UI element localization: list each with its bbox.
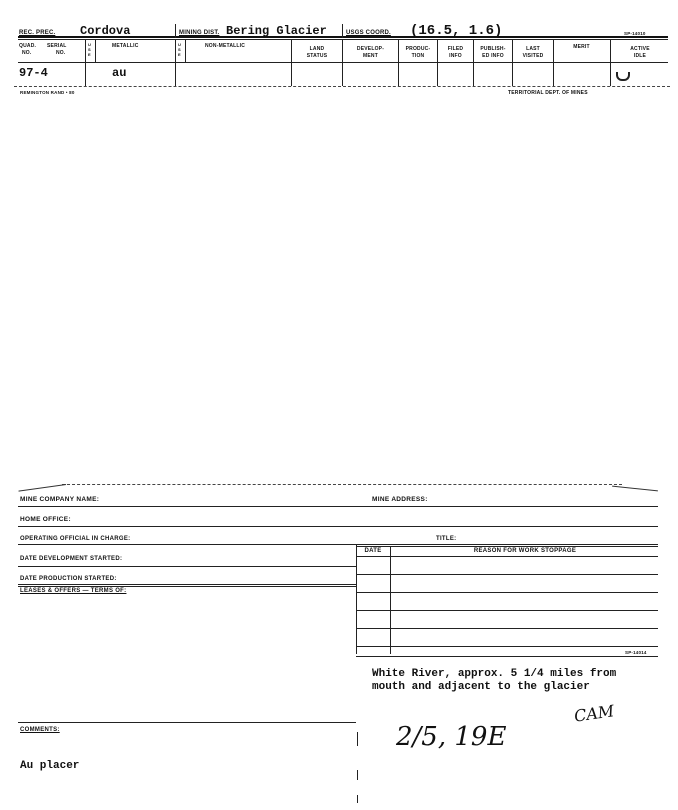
usgs-coord-label: USGS COORD. — [346, 30, 391, 36]
usgs-coord-value: (16.5, 1.6) — [410, 23, 503, 39]
col-use-1: USE — [88, 42, 92, 57]
col-visited: VISITED — [522, 53, 544, 59]
col-merit: MERIT — [573, 44, 590, 50]
leases-label: LEASES & OFFERS — TERMS OF: — [20, 588, 127, 594]
col-non-metallic: NON-METALLIC — [205, 43, 246, 49]
mining-district-label: MINING DIST. — [179, 30, 220, 36]
title-label: TITLE: — [436, 536, 457, 542]
col-active: ACTIVE — [630, 46, 650, 52]
mining-district-value: Bering Glacier — [226, 24, 327, 38]
col-status: STATUS — [306, 53, 328, 59]
rec-prec-label: REC. PREC. — [19, 30, 56, 36]
col-land: LAND — [309, 46, 325, 52]
printer-left: REMINGTON RAND • 80 — [20, 90, 75, 95]
date-dev-started-label: DATE DEVELOPMENT STARTED: — [20, 556, 123, 562]
comments-text: Au placer — [20, 760, 80, 772]
col-idle: IDLE — [633, 53, 647, 59]
col-metallic: METALLIC — [112, 43, 139, 49]
col-publish: PUBLISH- — [480, 46, 506, 52]
col-ment: MENT — [363, 53, 378, 59]
row-quad-no: 97-4 — [19, 66, 48, 80]
mine-company-name-label: MINE COMPANY NAME: — [20, 496, 100, 503]
col-filed: FILED — [447, 46, 464, 52]
operating-official-label: OPERATING OFFICIAL IN CHARGE: — [20, 536, 131, 542]
col-develop: DEVELOP- — [356, 46, 385, 52]
handwritten-initials: CAM — [572, 701, 616, 726]
idle-check-mark — [616, 72, 630, 81]
mine-address-label: MINE ADDRESS: — [372, 496, 428, 503]
col-ed-info: ED INFO — [482, 53, 504, 59]
col-use-2: USE — [178, 42, 182, 57]
col-serial-no: NO. — [56, 50, 66, 56]
location-text-line-2: mouth and adjacent to the glacier — [372, 681, 590, 693]
comments-label: COMMENTS: — [20, 727, 60, 733]
location-text-line-1: White River, approx. 5 1/4 miles from — [372, 668, 617, 680]
col-quad: QUAD. — [19, 43, 37, 49]
handwritten-date: 2/5, 19E — [396, 722, 507, 752]
date-col-label: DATE — [364, 548, 382, 554]
row-metallic: au — [112, 66, 127, 80]
printer-right: TERRITORIAL DEPT. OF MINES — [508, 90, 588, 96]
col-tion: TION — [411, 53, 425, 59]
col-quad-no: NO. — [22, 50, 32, 56]
col-last: LAST — [526, 46, 540, 52]
col-produc: PRODUC- — [405, 46, 431, 52]
reason-col-label: REASON FOR WORK STOPPAGE — [473, 548, 577, 554]
form-number: SP-14010 — [624, 31, 646, 36]
date-prod-started-label: DATE PRODUCTION STARTED: — [20, 576, 117, 582]
home-office-label: HOME OFFICE: — [20, 516, 71, 523]
form-number-2: SP-14014 — [625, 650, 647, 655]
col-serial: SERIAL — [47, 43, 67, 49]
col-filed-info: INFO — [449, 53, 462, 59]
rec-prec-value: Cordova — [80, 24, 131, 38]
